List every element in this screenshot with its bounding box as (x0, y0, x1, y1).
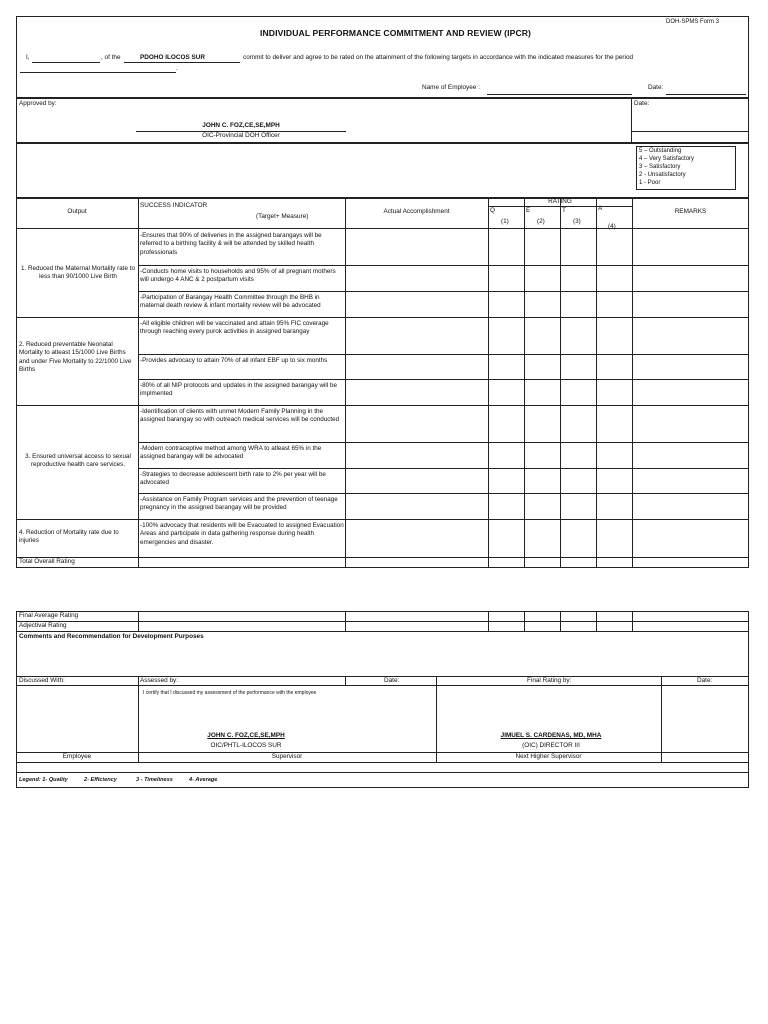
success-indicator-2-1: -All eligible children will be vaccinated and attain 95% FIC coverage through reaching every purok activities in assigned barangay (140, 320, 329, 336)
adjectival-rating-label: Adjectival Rating (19, 622, 67, 629)
rating-scale-item: 4 – Very Satisfactory (639, 156, 695, 162)
office-underline (124, 62, 240, 63)
legend-quality: Legend: 1- Quality (19, 777, 68, 783)
table-row-divider (138, 354, 749, 355)
rating-subheader-divider (488, 206, 632, 207)
final-column-divider (138, 611, 139, 631)
period-blank[interactable] (20, 72, 176, 73)
legend-timeliness: 3 - Timeliness (136, 777, 173, 783)
period-end: . (176, 65, 178, 72)
col-header-rating: RATING (548, 198, 572, 205)
approver-name: JOHN C. FOZ,CE,SE,MPH (202, 122, 280, 129)
table-row-divider (16, 405, 749, 406)
success-indicator-1-1: -Ensures that 90% of deliveries in the assigned barangays will be referred to a birthing facility & will be attended by skilled health professionals (140, 232, 322, 256)
col-header-success-indicator: SUCCESS INDICATOR (140, 202, 208, 209)
approved-date-label: Date: (634, 100, 650, 107)
approver-title: OIC-Provincial DOH Officer (202, 132, 280, 139)
signoff-date-label: Date: (384, 677, 400, 684)
col-header-q: Q (490, 207, 495, 214)
supervisor-name: JOHN C. FOZ,CE,SE,MPH (207, 732, 285, 739)
table-column-divider (488, 198, 489, 568)
employee-name-blank[interactable] (32, 62, 100, 63)
signoff-top-divider (16, 676, 749, 677)
final-column-divider (524, 611, 525, 631)
success-indicator-3-3: -Strategies to decrease adolescent birth rate to 2% per year will be advocated (140, 471, 326, 487)
col-header-remarks: REMARKS (674, 208, 707, 215)
signoff-caption-bottom (16, 762, 749, 763)
commitment-prefix: I, (26, 54, 30, 61)
final-column-divider (345, 611, 346, 631)
final-column-divider (596, 611, 597, 631)
legend-average: 4- Average (189, 777, 218, 783)
final-column-divider (560, 611, 561, 631)
success-indicator-4-1: -100% advocacy that residents will be Evacuated to assigned Evacuation Areas and participate in data gathering response during health emergencies and disaster. (140, 522, 344, 546)
col-header-actual: Actual Accomplishment (383, 208, 450, 215)
signoff-column-divider (436, 676, 437, 762)
signoff-header-divider (16, 685, 749, 686)
signoff-column-divider (138, 676, 139, 762)
approved-by-label: Approved by: (19, 100, 57, 107)
date-line-top[interactable] (666, 94, 746, 95)
signoff-caption-top (16, 752, 749, 753)
commitment-of-the: , of the (101, 54, 121, 61)
final-average-rating-label: Final Average Rating (19, 612, 79, 619)
ipcr-form (16, 16, 749, 788)
output-label-3: 3. Ensured universal access to sexual reproductive health care services. (25, 453, 131, 469)
table-row-divider (138, 442, 749, 443)
rating-scale-item: 3 – Satisfactory (639, 164, 681, 170)
col-header-a: A (598, 205, 603, 212)
table-column-divider (632, 198, 633, 568)
supervisor-title: OIC/PHTL-ILOCOS SUR (210, 742, 282, 749)
table-column-divider (560, 198, 561, 568)
col-header-a-num: (4) (608, 223, 616, 230)
table-row-divider (138, 379, 749, 380)
commitment-text: commit to deliver and agree to be rated on the attainment of the following targets in accordance with the indicated measures for the period (243, 54, 634, 61)
ipcr-table (16, 198, 749, 568)
col-header-e: E (526, 207, 531, 214)
final-row-divider (16, 621, 749, 622)
signoff-column-divider (345, 676, 346, 685)
employee-caption: Employee (62, 753, 92, 760)
comments-label: Comments and Recommendation for Development Purposes (19, 633, 204, 640)
higher-supervisor-title: (OIC) DIRECTOR III (522, 742, 580, 749)
table-column-divider (596, 198, 597, 568)
rating-scale-item: 2 - Unsatisfactory (639, 172, 686, 178)
success-indicator-3-4: -Assistance on Family Program services and the prevention of teenage pregnancy in the assigned barangay will be provided (140, 496, 338, 512)
higher-supervisor-name: JIMUEL S. CARDENAS, MD, MHA (500, 732, 602, 739)
table-row-divider (138, 493, 749, 494)
table-header-bottom (16, 228, 749, 229)
success-indicator-1-3: -Participation of Barangay Health Committee through the BHB in maternal death review & infant mortality review will be advocated (140, 294, 321, 310)
signoff-date2-label: Date: (697, 677, 713, 684)
table-column-divider (345, 198, 346, 568)
col-header-target-measure: (Target+ Measure) (256, 213, 309, 220)
table-row-divider (138, 265, 749, 266)
final-column-divider (632, 611, 633, 631)
success-indicator-3-1: -Identification of clients with unmet Modern Family Planning in the assigned barangay so with outreach medical services will be conducted (140, 408, 340, 424)
assessed-by-label: Assessed by: (140, 677, 179, 684)
discussed-with-label: Discussed With: (19, 677, 65, 684)
final-column-divider (488, 611, 489, 631)
col-header-t: T (562, 207, 566, 214)
output-label-4: 4. Reduction of Mortality rate due to injuries (19, 529, 119, 545)
legend-efficiency: 2- Efficiency (84, 777, 117, 783)
table-row-divider (16, 519, 749, 520)
table-row-divider (16, 317, 749, 318)
table-row-divider (138, 291, 749, 292)
name-of-employee-label: Name of Employee : (422, 84, 480, 91)
output-label-2: 2. Reduced preventable Neonatal Mortality to atleast 15/1000 Live Births and under Five Mortality to 22/1000 Live Births (19, 341, 132, 373)
signoff-column-divider (661, 676, 662, 762)
office-name: PDOHO ILOCOS SUR (140, 54, 205, 61)
col-header-q-num: (1) (501, 218, 509, 225)
col-header-t-num: (3) (573, 218, 581, 225)
form-code: DOH-SPMS Form 3 (666, 19, 720, 25)
total-overall-rating-label: Total Overall Rating (19, 558, 75, 565)
rating-scale-item: 5 – Outstanding (639, 148, 682, 154)
rating-scale-item: 1 - Poor (639, 180, 661, 186)
final-row-divider (16, 631, 749, 632)
success-indicator-1-2: -Conducts home visits to households and 95% of all pregnant mothers will undergo 4 ANC & 2 postpartum visits (140, 268, 336, 284)
legend-top (16, 772, 749, 773)
form-title: INDIVIDUAL PERFORMANCE COMMITMENT AND REVIEW (IPCR) (260, 28, 532, 38)
date-label-top: Date: (648, 84, 664, 91)
name-of-employee-line[interactable] (487, 94, 632, 95)
table-column-divider (524, 198, 525, 568)
final-rating-by-label: Final Rating by: (527, 677, 572, 684)
higher-supervisor-caption: Next Higher Supervisor (515, 753, 582, 760)
success-indicator-3-2: -Modern contraceptive method among WRA to atleast 65% in the assigned barangay will be advocated (140, 445, 322, 461)
col-header-e-num: (2) (537, 218, 545, 225)
table-row-divider (16, 567, 749, 568)
table-column-divider (138, 198, 139, 568)
success-indicator-2-2: -Provides advocacy to attain 70% of all infant EBF up to six months (140, 357, 328, 364)
table-row-divider (138, 468, 749, 469)
output-label-1: 1. Reduced the Maternal Mortality rate to less than 90/1000 Live Birth (20, 265, 136, 281)
certify-statement: I certify that I discussed my assessment of the performance with the employee (143, 690, 317, 696)
supervisor-caption: Supervisor (271, 753, 303, 760)
success-indicator-2-3: -80% of all NIP protocols and updates in the assigned barangay will be implmented (140, 382, 337, 398)
table-row-divider (16, 557, 749, 558)
col-header-output: Output (67, 208, 87, 215)
